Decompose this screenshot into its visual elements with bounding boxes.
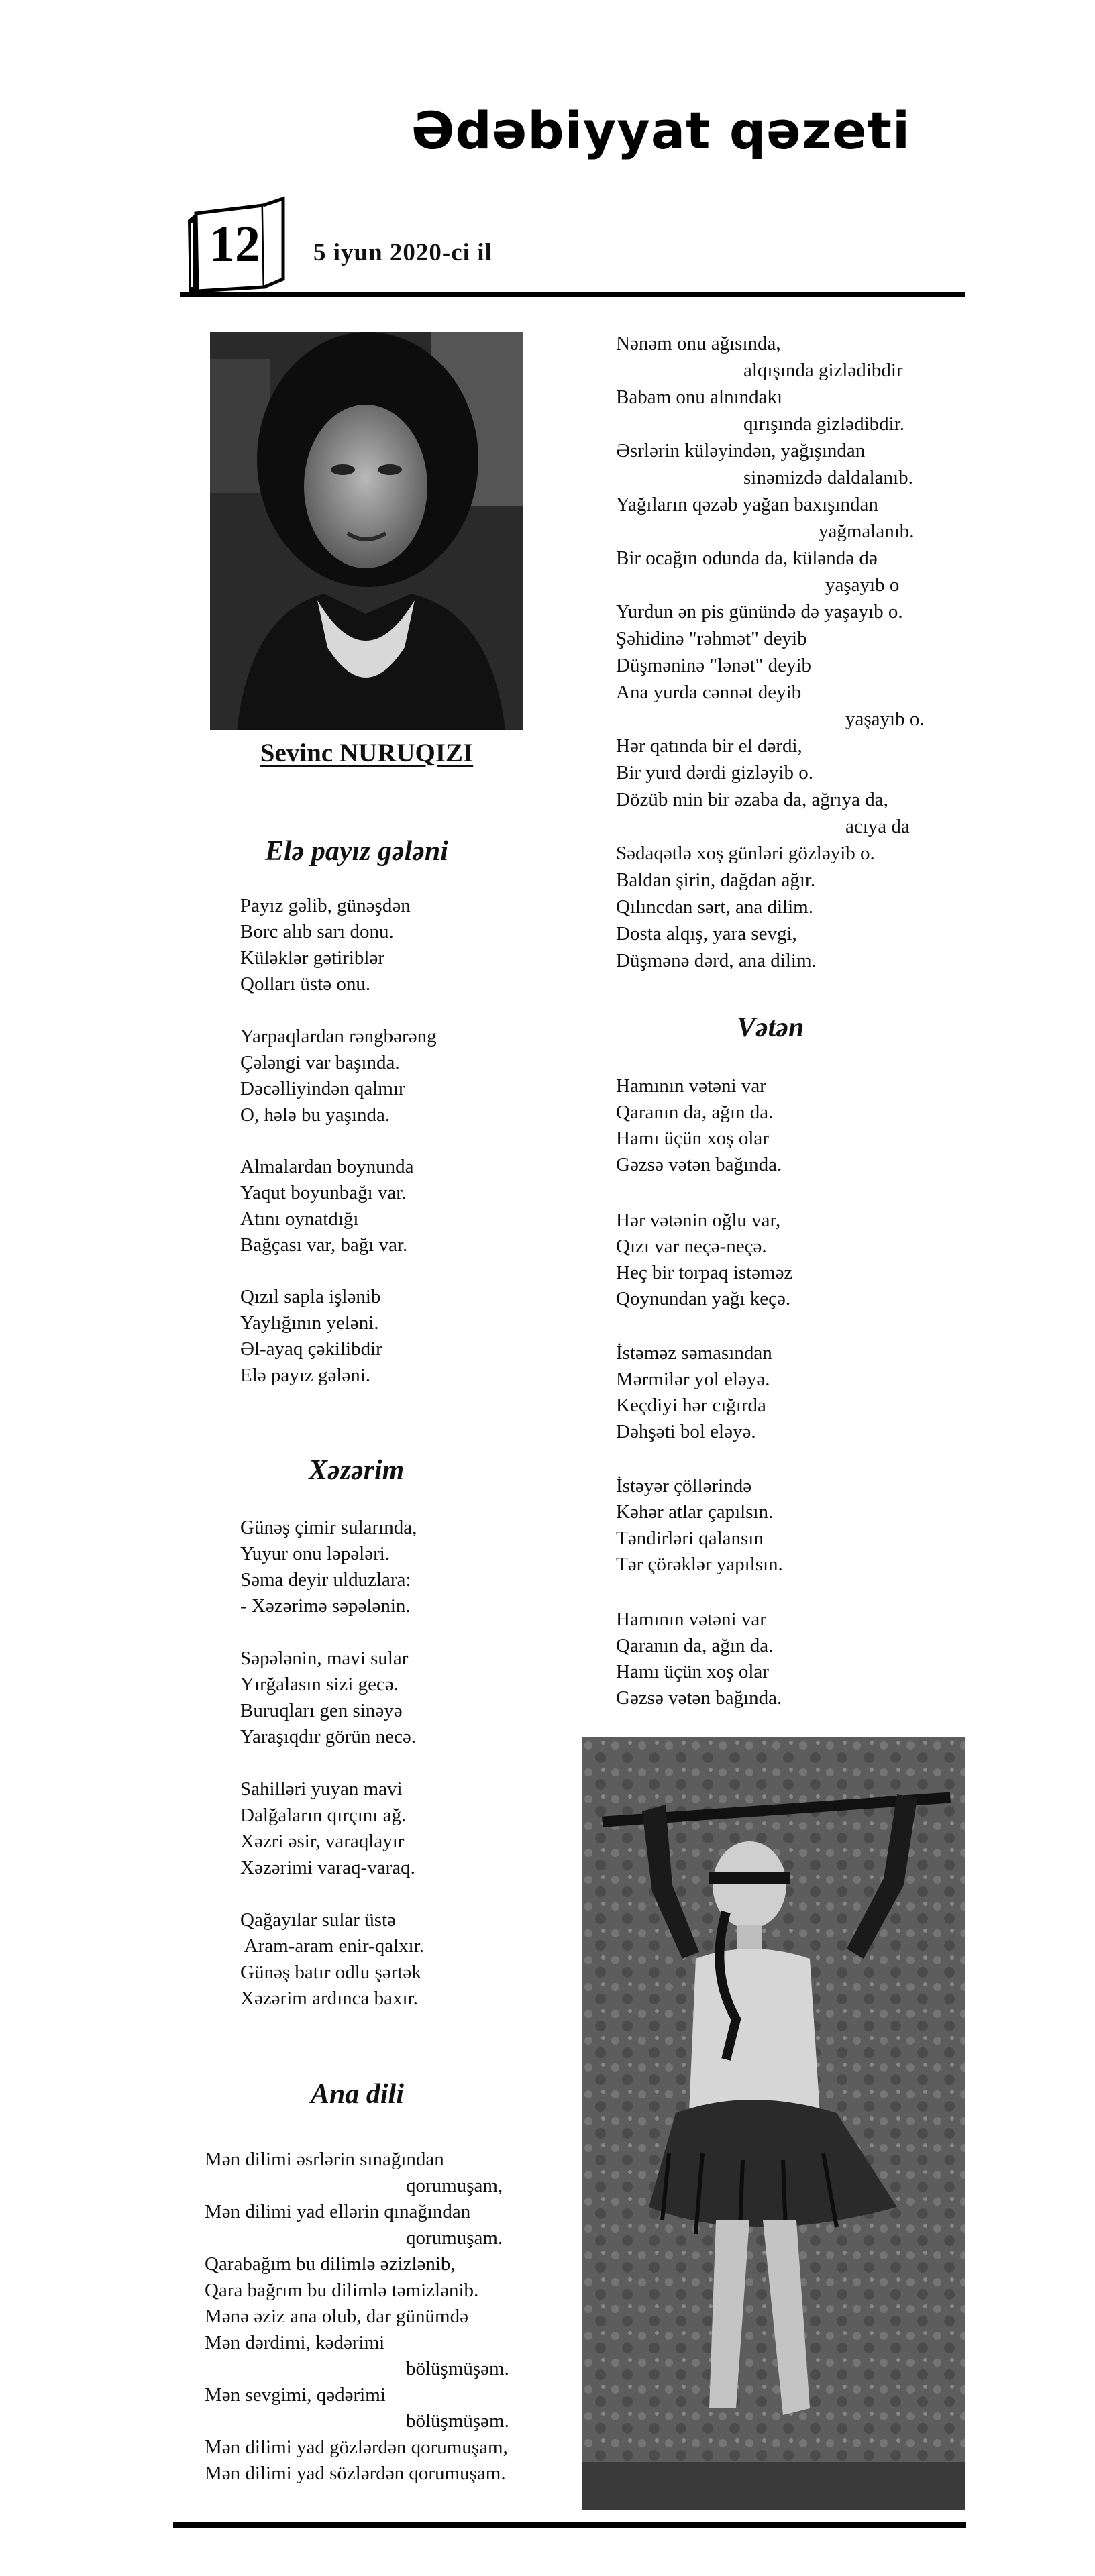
author-name: Sevinc NURUQIZI	[260, 739, 474, 767]
poem-title-xezerim: Xəzərim	[309, 1455, 405, 1486]
poem-line: Almalardan boynunda	[240, 1156, 414, 1177]
poem-line: Mən dilimi yad ellərin qınağından	[205, 2201, 471, 2222]
poem-line: Mən sevgimi, qədərimi	[205, 2384, 386, 2406]
stanza	[240, 1154, 414, 1258]
poem-line: Tər çörəklər yapılsın.	[616, 1554, 783, 1575]
poem-line: Xəzri əsir, varaqlayır	[240, 1831, 405, 1852]
poem-line: İstəməz səmasından	[616, 1342, 772, 1364]
stanza	[240, 893, 411, 998]
poem-line: Çələngi var başında.	[240, 1052, 400, 1073]
poem-line: Dalğaların qırçını ağ.	[240, 1805, 407, 1826]
issue-date: 5 iyun 2020-ci il	[313, 239, 492, 266]
poem-title-veten: Vətən	[737, 1012, 804, 1043]
ana-dili-lines	[205, 2147, 509, 2487]
poem-line: Düşmənə dərd, ana dilim.	[616, 950, 817, 971]
stanza	[240, 1907, 424, 2012]
poem-line: Səpələnin, mavi sular	[240, 1648, 409, 1669]
poem-line: Hamının vətəni var	[616, 1075, 766, 1097]
poem-line: Mən dərdimi, kədərimi	[205, 2332, 385, 2353]
poem-line: Mənə əziz ana olub, dar günümdə	[205, 2306, 468, 2327]
poem-line: Şəhidinə "rəhmət" deyib	[616, 628, 807, 649]
poem-line: Aram-aram enir-qalxır.	[240, 1935, 424, 1957]
poem-line: Qarabağım bu dilimlə əzizlənib,	[205, 2253, 456, 2275]
poem-title-ana-dili: Ana dili	[311, 2079, 404, 2110]
poem-line: Yaqut boyunbağı var.	[240, 1182, 407, 1203]
poem-line: Səma deyir ulduzlara:	[240, 1569, 411, 1591]
poem-line: Hər qatında bir el dərdi,	[616, 735, 802, 757]
poem-line: Mən dilimi yad sözlərdən qorumuşam.	[205, 2463, 506, 2484]
poem-line: Babam onu alnındakı	[616, 386, 783, 408]
poem-line: Yırğalasın sizi gecə.	[240, 1674, 399, 1695]
poem-line: Xəzərimi varaq-varaq.	[240, 1857, 415, 1878]
poem-line: Bir ocağın odunda da, küləndə də	[616, 547, 878, 569]
poem-line: Hamı üçün xoş olar	[616, 1661, 769, 1682]
poem-line: Dosta alqış, yara sevgi,	[616, 923, 797, 945]
poem-line: alqışında gizlədibdir	[743, 360, 903, 381]
poem-line: Sədaqətlə xoş günləri gözləyib o.	[616, 843, 875, 864]
poem-line: Xəzərim ardınca baxır.	[240, 1988, 418, 2009]
poem-line: İstəyər çöllərində	[616, 1475, 752, 1497]
poem-line: Mərmilər yol eləyə.	[616, 1368, 770, 1390]
poem-line: Qızıl sapla işlənib	[240, 1286, 381, 1307]
poem-line: Baldan şirin, dağdan ağır.	[616, 869, 816, 891]
poem-line: Yağıların qəzəb yağan baxışından	[616, 494, 878, 515]
poem-line: Heç bir torpaq istəməz	[616, 1262, 793, 1283]
poem-line: Yaraşıqdır görün necə.	[240, 1726, 417, 1748]
stanza	[616, 1473, 783, 1578]
poem-line: Yurdun ən pis günündə də yaşayıb o.	[616, 601, 903, 623]
poem-line: Qaranın da, ağın da.	[616, 1635, 774, 1656]
poem-line: bölüşmüşəm.	[406, 2358, 509, 2379]
poem-line: Günəş batır odlu şərtək	[240, 1962, 421, 1983]
poem-line: Bir yurd dərdi gizləyib o.	[616, 762, 813, 784]
poem-line: Bağçası var, bağı var.	[240, 1234, 408, 1256]
poem-line: Mən dilimi yad gözlərdən qorumuşam,	[205, 2436, 508, 2458]
poem-line: Elə payız gələni.	[240, 1364, 371, 1386]
stanza	[240, 1284, 382, 1389]
stanza	[616, 1073, 782, 1178]
poem-line: Küləklər gətiriblər	[240, 947, 384, 969]
poem-line: Qoynundan yağı keçə.	[616, 1288, 791, 1309]
poem-line: Buruqları gen sinəyə	[240, 1700, 403, 1721]
poem-line: Yuyur onu ləpələri.	[240, 1543, 390, 1564]
stanza	[616, 1208, 792, 1312]
poem-line: O, hələ bu yaşında.	[240, 1104, 390, 1126]
poem-line: Ana yurda cənnət deyib	[616, 682, 802, 703]
author-portrait-photo	[210, 332, 523, 730]
stanza	[616, 1607, 782, 1711]
stanza	[240, 1515, 417, 1619]
poem-line: Borc alıb sarı donu.	[240, 921, 394, 943]
poem-line: Qağayılar sular üstə	[240, 1909, 396, 1931]
poem-line: yağmalanıb.	[819, 521, 915, 542]
poem-line: Gəzsə vətən bağında.	[616, 1687, 782, 1709]
poem-line: qorumuşam,	[406, 2175, 503, 2196]
dancer-sculpture-image	[582, 1737, 965, 2510]
poem-line: bölüşmüşəm.	[406, 2410, 509, 2432]
poem-line: Payız gəlib, günəşdən	[240, 895, 411, 916]
poem-line: Dəhşəti bol eləyə.	[616, 1421, 756, 1442]
poem-line: Qolları üstə onu.	[240, 973, 371, 995]
poem-line: Hər vətənin oğlu var,	[616, 1210, 781, 1231]
poem-line: Atını oynatdığı	[240, 1208, 359, 1230]
page-number: 12	[209, 216, 260, 272]
poem-line: Mən dilimi əsrlərin sınağından	[205, 2149, 444, 2170]
poem-line: Keçdiyi hər cığırda	[616, 1395, 766, 1416]
poem-line: Qızı var neçə-neçə.	[616, 1236, 767, 1257]
poem-line: Dözüb min bir əzaba da, ağrıya da,	[616, 789, 888, 810]
poem-line: Nənəm onu ağısında,	[616, 333, 781, 354]
footer-rule	[173, 2522, 966, 2528]
stanza	[240, 1776, 415, 1881]
poem-line: Düşməninə "lənət" deyib	[616, 655, 812, 676]
stanza	[240, 1646, 416, 1750]
poem-line: Qaranın da, ağın da.	[616, 1102, 774, 1123]
poem-line: Gəzsə vətən bağında.	[616, 1154, 782, 1175]
poem-line: Əsrlərin küləyindən, yağışından	[616, 440, 866, 462]
poem-title-ela-payiz: Elə payız gələni	[265, 836, 448, 867]
poem-line: Təndirləri qalansın	[616, 1527, 764, 1549]
poem-line: Yaylığının yeləni.	[240, 1312, 379, 1334]
poem-line: sinəmizdə daldalanıb.	[743, 467, 913, 488]
poem-line: Yarpaqlardan rəngbərəng	[240, 1026, 437, 1047]
poem-line: Qılıncdan sərt, ana dilim.	[616, 896, 813, 918]
ana-dili-continuation	[616, 330, 925, 974]
newspaper-masthead: Ədəbiyyat qəzeti	[411, 101, 910, 160]
poem-line: - Xəzərimə səpələnin.	[240, 1595, 411, 1617]
poem-line: Hamının vətəni var	[616, 1609, 766, 1630]
poem-line: Qara bağrım bu dilimlə təmizlənib.	[205, 2279, 479, 2301]
poem-line: Əl-ayaq çəkilibdir	[240, 1338, 382, 1360]
poem-line: Hamı üçün xoş olar	[616, 1128, 769, 1149]
header-rule	[180, 292, 965, 297]
poem-line: Dəcəlliyindən qalmır	[240, 1078, 405, 1099]
poem-line: qorumuşam.	[406, 2227, 503, 2249]
poem-line: yaşayıb o.	[845, 708, 925, 730]
poem-line: qırışında gizlədibdir.	[743, 413, 905, 435]
poem-line: Kəhər atlar çapılsın.	[616, 1501, 774, 1523]
stanza	[240, 1024, 437, 1128]
poem-line: Günəş çimir sularında,	[240, 1517, 417, 1538]
stanza	[616, 1340, 772, 1445]
poem-line: Sahilləri yuyan mavi	[240, 1778, 403, 1800]
poem-line: yaşayıb o	[825, 574, 900, 596]
poem-line: acıya da	[845, 816, 910, 837]
